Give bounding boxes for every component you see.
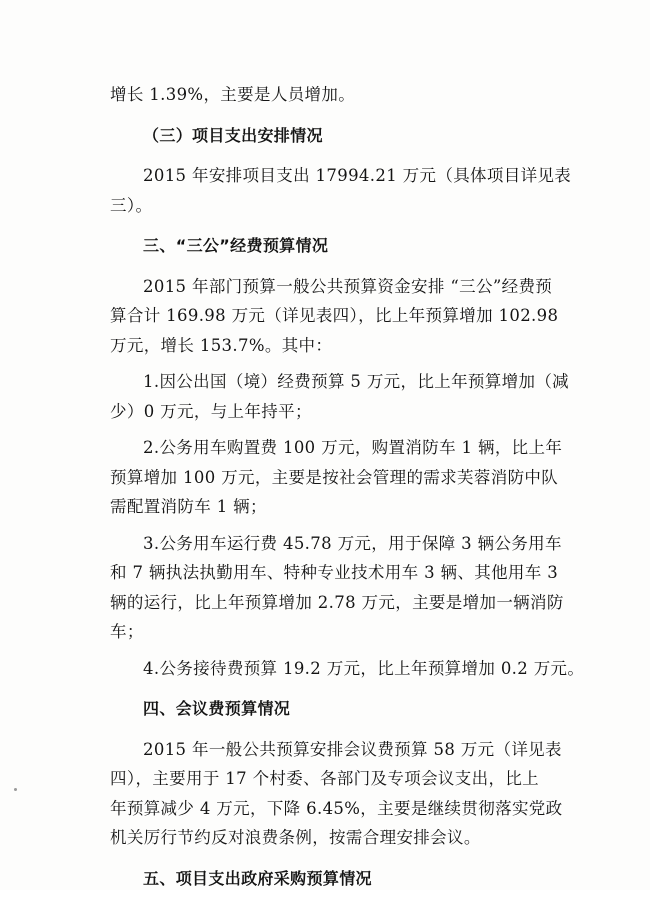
list-item-text: 4.公务接待费预算 19.2 万元，比上年预算增加 0.2 万元。 xyxy=(143,658,585,678)
section-heading-sangong: 三、“三公”经费预算情况 xyxy=(143,236,329,255)
text-line: 三）。 xyxy=(110,195,153,215)
list-item-text: 少）0 万元，与上年持平； xyxy=(110,401,312,421)
list-item-text: 车； xyxy=(110,622,144,641)
document-body xyxy=(110,80,585,897)
text-line: 2015 年安排项目支出 17994.21 万元（具体项目详见表 xyxy=(143,166,572,185)
list-item-text: 辆的运行，比上年预算增加 2.78 万元，主要是增加一辆消防 xyxy=(110,592,564,612)
list-item-text: 需配置消防车 1 辆； xyxy=(110,497,267,516)
text-line: 2015 年一般公共预算安排会议费预算 58 万元（详见表 xyxy=(143,739,562,759)
text-line: 机关厉行节约反对浪费条例，按需合理安排会议。 xyxy=(110,828,481,847)
list-item-text: 和 7 辆执法执勤用车、特种专业技术用车 3 辆、其他用车 3 xyxy=(110,563,559,582)
text-line: 四），主要用于 17 个村委、各部门及专项会议支出，比上 xyxy=(110,769,540,788)
scan-artifact xyxy=(14,788,17,791)
section-heading-meeting: 四、会议费预算情况 xyxy=(143,699,291,718)
list-item-text: 3.公务用车运行费 45.78 万元，用于保障 3 辆公务用车 xyxy=(143,533,562,553)
text-line: 万元，增长 153.7%。其中： xyxy=(110,335,333,355)
list-item-text: 预算增加 100 万元，主要是按社会管理的需求芙蓉消防中队 xyxy=(110,467,559,487)
text-line: 算合计 169.98 万元（详见表四），比上年预算增加 102.98 xyxy=(110,306,559,325)
text-line: 年预算减少 4 万元，下降 6.45%，主要是继续贯彻落实党政 xyxy=(110,798,563,818)
text-line: 2015 年部门预算一般公共预算资金安排 “三公”经费预 xyxy=(143,276,553,296)
text-line: 增长 1.39%，主要是人员增加。 xyxy=(110,85,356,104)
list-item-text: 2.公务用车购置费 100 万元，购置消防车 1 辆，比上年 xyxy=(143,438,563,457)
section-heading-project-expenditure: （三）项目支出安排情况 xyxy=(143,125,323,145)
list-item-text: 1.因公出国（境）经费预算 5 万元，比上年预算增加（减 xyxy=(143,372,570,391)
section-heading-procurement: 五、项目支出政府采购预算情况 xyxy=(143,868,372,888)
